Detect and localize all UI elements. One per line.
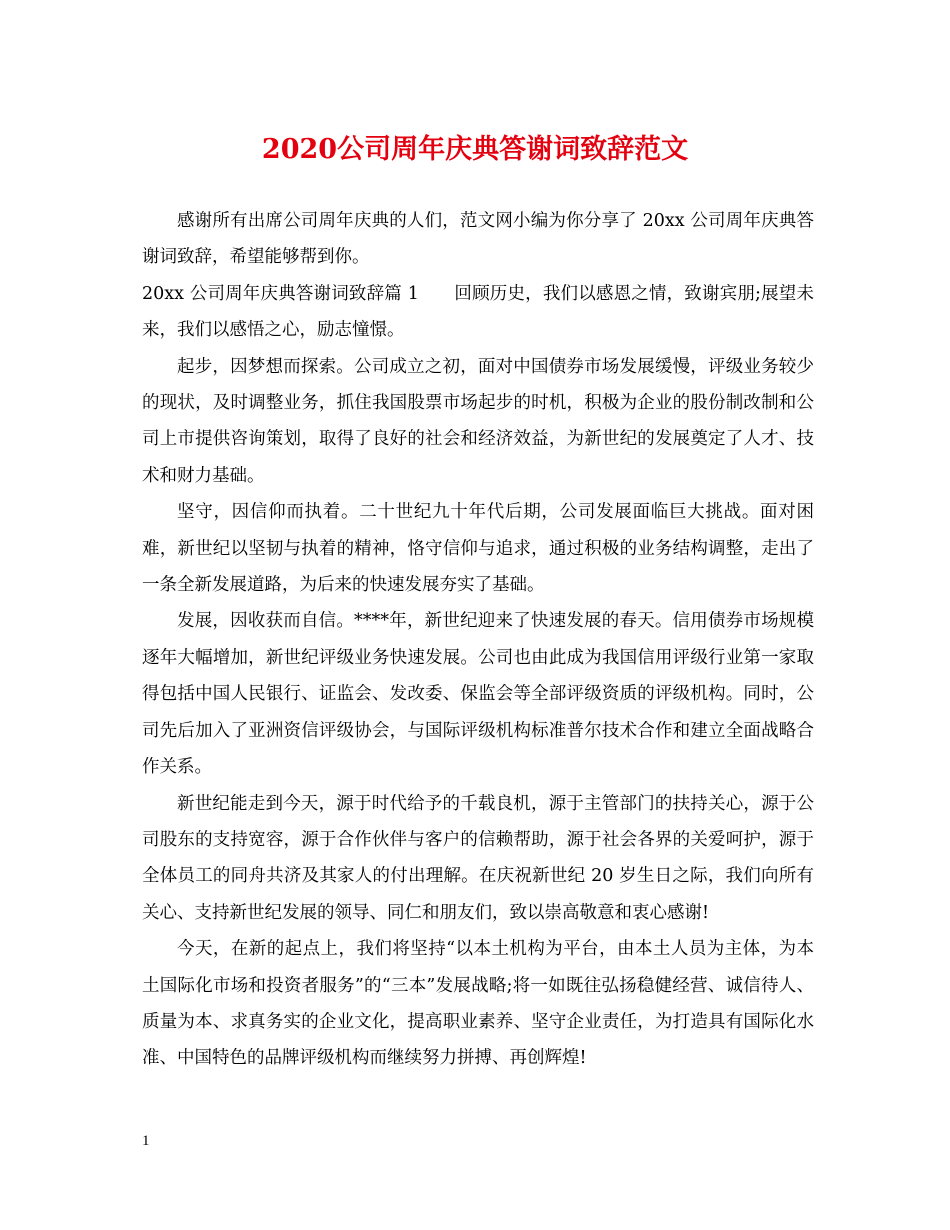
paragraph-section-heading: 20xx 公司周年庆典答谢词致辞篇 1 回顾历史，我们以感恩之情，致谢宾朋;展望未来，我们以感悟之心，励志憧憬。 [142,283,814,341]
paragraph-development: 发展，因收获而自信。****年，新世纪迎来了快速发展的春天。信用债券市场规模逐年大幅增加，新世纪评级业务快速发展。公司也由此成为我国信用评级行业第一家取得包括中国人民银行、证监会、发改委、保监会等全部评级资质的评级机构。同时，公司先后加入了亚洲资信评级协会，与国际评级机构标准普尔技术合作和建立全面战略合作关系。 [142,611,814,778]
paragraph-persistence: 坚守，因信仰而执着。二十世纪九十年代后期，公司发展面临巨大挑战。面对困难，新世纪以坚韧与执着的精神，恪守信仰与追求，通过积极的业务结构调整，走出了一条全新发展道路，为后来的快速发展夯实了基础。 [142,502,814,596]
paragraph-start: 起步，因梦想而探索。公司成立之初，面对中国债券市场发展缓慢，评级业务较少的现状，及时调整业务，抓住我国股票市场起步的时机，积极为企业的股份制改制和公司上市提供咨询策划，取得了良好的社会和经济效益，为新世纪的发展奠定了人才、技术和财力基础。 [142,356,814,486]
document-title: 2020公司周年庆典答谢词致辞范文 [261,134,689,165]
document-body [142,203,814,1077]
page-number: 1 [142,1133,150,1149]
paragraph-gratitude: 新世纪能走到今天，源于时代给予的千载良机，源于主管部门的扶持关心，源于公司股东的支持宽容，源于合作伙伴与客户的信赖帮助，源于社会各界的关爱呵护，源于全体员工的同舟共济及其家人的付出理解。在庆祝新世纪 20 岁生日之际，我们向所有关心、支持新世纪发展的领导、同仁和朋友们，致以崇高敬意和衷心感谢! [142,793,814,923]
paragraph-intro: 感谢所有出席公司周年庆典的人们，范文网小编为你分享了 20xx 公司周年庆典答谢词致辞，希望能够帮到你。 [142,211,814,268]
paragraph-future: 今天，在新的起点上，我们将坚持“以本土机构为平台，由本土人员为主体，为本土国际化市场和投资者服务”的“三本”发展战略;将一如既往弘扬稳健经营、诚信待人、质量为本、求真务实的企业文化，提高职业素养、坚守企业责任，为打造具有国际化水准、中国特色的品牌评级机构而继续努力拼搏、再创辉煌! [142,939,814,1069]
